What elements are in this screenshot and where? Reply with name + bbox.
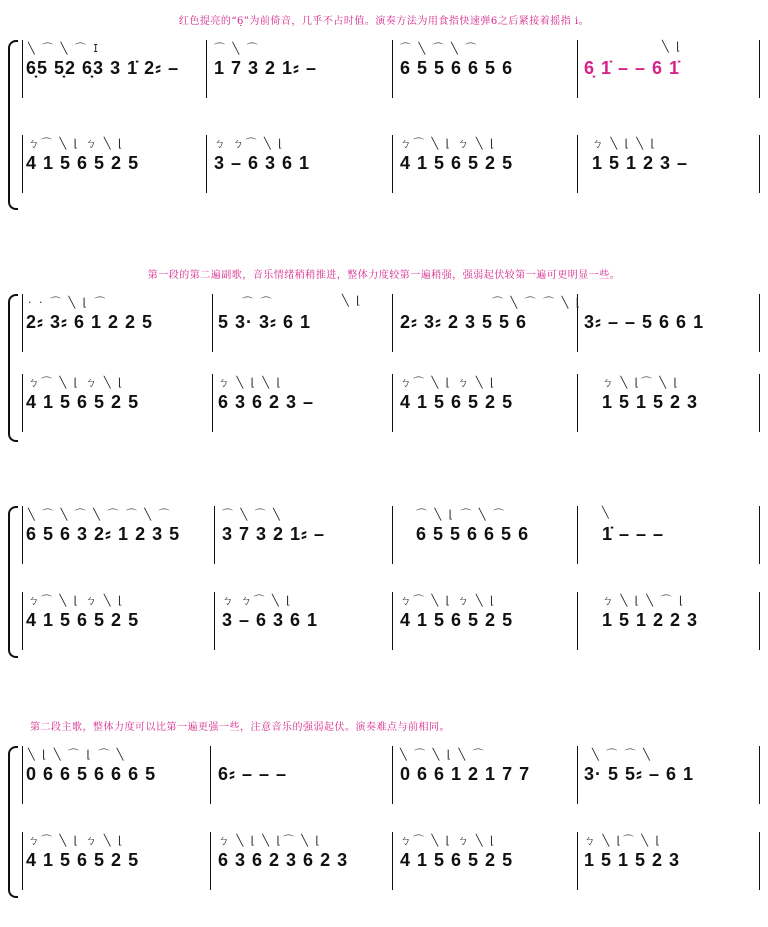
measure: 1 5 1 5 2 3 bbox=[584, 850, 681, 870]
measure: 1 5 1 2 3 – bbox=[592, 153, 689, 173]
technique-marks: ⌒ ╲ ⌒ ╲ ⌒ bbox=[400, 42, 479, 55]
upper-staff bbox=[22, 746, 760, 804]
technique-marks: ㄅ ╲ ⌊ ╲ ⌊⌒ ╲ ⌊ bbox=[218, 834, 322, 847]
technique-marks: ╲ ⌒ ⌒ ╲ bbox=[592, 748, 652, 761]
technique-marks: ㄅ ㄅ⌒ ╲ ⌊ bbox=[222, 594, 293, 607]
technique-marks: ㄅ ╲ ⌊⌒ ╲ ⌊ bbox=[584, 834, 662, 847]
technique-marks: ╲ ⌒ ╲ ⌊ ╲ ⌒ bbox=[400, 748, 486, 761]
measure: 4 1 5 6 5 2 5 bbox=[400, 392, 514, 412]
score-system-2 bbox=[8, 294, 760, 442]
technique-marks: ㄅ⌒ ╲ ⌊ ㄅ ╲ ⌊ bbox=[28, 137, 125, 150]
technique-marks: ╲ ⌊ ╲ ⌒ ⌊ ⌒ ╲ bbox=[28, 748, 126, 761]
measure: 1̇ – – – bbox=[602, 524, 665, 544]
measure: 6 3 6 2 3 6 2 3 bbox=[218, 850, 349, 870]
measure: 6⸗ – – – bbox=[218, 764, 288, 784]
upper-staff bbox=[22, 40, 760, 98]
measure: 4 1 5 6 5 2 5 bbox=[26, 850, 140, 870]
measure: 3 7 3 2 1⸗ – bbox=[222, 524, 326, 544]
measure: 3 – 6 3 6 1 bbox=[222, 610, 319, 630]
lower-staff bbox=[22, 592, 760, 650]
technique-marks: ⌒ ╲ ⌒ ╲ bbox=[222, 508, 282, 521]
technique-marks: ╲ ⌒ ╲ ⌒ 𐌆 bbox=[28, 42, 101, 55]
upper-staff bbox=[22, 294, 760, 352]
technique-marks: ╲ ⌒ ╲ ⌒ ╲ ⌒ ⌒ ╲ ⌒ bbox=[28, 508, 172, 521]
measure: 6 5 6 3 2⸗ 1 2 3 5 bbox=[26, 524, 181, 544]
technique-marks: ⌒ ⌒ bbox=[242, 296, 274, 309]
measure: 1 5 1 2 2 3 bbox=[602, 610, 699, 630]
measure: 4 1 5 6 5 2 5 bbox=[400, 153, 514, 173]
brace bbox=[8, 40, 18, 210]
measure: 6̣5 5̣2 6̣3 3 1̇ 2⸗ – bbox=[26, 58, 180, 78]
lower-staff bbox=[22, 135, 760, 193]
technique-marks: ╲ bbox=[602, 506, 611, 519]
measure: 5 3· 3⸗ 6 1 bbox=[218, 312, 312, 332]
measure-grace-note: 6̣ 1̇ – – 6 1̇ bbox=[584, 58, 681, 78]
measure: 4 1 5 6 5 2 5 bbox=[26, 392, 140, 412]
technique-marks: ㄅ⌒ ╲ ⌊ ㄅ ╲ ⌊ bbox=[28, 834, 125, 847]
technique-marks: ㄅ ╲ ⌊ ╲ ⌒ ⌊ bbox=[602, 594, 686, 607]
measure: 1 5 1 5 2 3 bbox=[602, 392, 699, 412]
annotation-grace-note: 红色提亮的“6̣̣”为前倚音，几乎不占时值。演奏方法为用食指快速弹6之后紧接着摇指 i。 bbox=[178, 16, 590, 27]
measure: 2⸗ 3⸗ 2 3 5 5 6 bbox=[400, 312, 528, 332]
technique-marks: ╲ ⌊ bbox=[662, 40, 683, 53]
score-system-1 bbox=[8, 40, 760, 210]
measure: 0 6 6 1 2 1 7 7 bbox=[400, 764, 531, 784]
measure: 3 – 6 3 6 1 bbox=[214, 153, 311, 173]
technique-marks: ⌒ ╲ ⌒ bbox=[214, 42, 260, 55]
technique-marks: ⌒ ╲ ⌊ ⌒ ╲ ⌒ bbox=[416, 508, 507, 521]
measure: 3· 5 5⸗ – 6 1 bbox=[584, 764, 695, 784]
measure: 4 1 5 6 5 2 5 bbox=[26, 153, 140, 173]
lower-staff bbox=[22, 832, 760, 890]
measure: 6 5 5 6 6 5 6 bbox=[416, 524, 530, 544]
annotation-second-chorus: 第一段的第二遍副歌，音乐情绪稍稍推进，整体力度较第一遍稍强，强弱起伏较第一遍可更明显一些。 bbox=[147, 270, 621, 281]
brace bbox=[8, 506, 18, 658]
measure: 2⸗ 3⸗ 6 1 2 2 5 bbox=[26, 312, 154, 332]
brace bbox=[8, 294, 18, 442]
measure: 4 1 5 6 5 2 5 bbox=[26, 610, 140, 630]
measure: 4 1 5 6 5 2 5 bbox=[400, 850, 514, 870]
technique-marks: ㄅ⌒ ╲ ⌊ ㄅ ╲ ⌊ bbox=[28, 376, 125, 389]
annotation-second-verse: 第二段主歌，整体力度可以比第一遍更强一些，注意音乐的强弱起伏。演奏难点与前相同。 bbox=[30, 722, 450, 733]
technique-marks: ㄅ ╲ ⌊ ╲ ⌊ bbox=[592, 137, 657, 150]
technique-marks: ㄅ ╲ ⌊ ╲ ⌊ bbox=[218, 376, 283, 389]
lower-staff bbox=[22, 374, 760, 432]
measure: 6 3 6 2 3 – bbox=[218, 392, 315, 412]
measure: 3⸗ – – 5 6 6 1 bbox=[584, 312, 705, 332]
technique-marks: ㄅ⌒ ╲ ⌊ ㄅ ╲ ⌊ bbox=[400, 376, 497, 389]
technique-marks: ㄅ⌒ ╲ ⌊ ㄅ ╲ ⌊ bbox=[28, 594, 125, 607]
measure: 6 5 5 6 6 5 6 bbox=[400, 58, 514, 78]
technique-marks: ╲ ⌊ bbox=[342, 294, 363, 307]
technique-marks: · · ⌒ ╲ ⌊ ⌒ bbox=[28, 296, 108, 309]
score-system-3 bbox=[8, 506, 760, 658]
technique-marks: ㄅ⌒ ╲ ⌊ ㄅ ╲ ⌊ bbox=[400, 834, 497, 847]
brace bbox=[8, 746, 18, 898]
measure: 4 1 5 6 5 2 5 bbox=[400, 610, 514, 630]
measure: 0 6 6 5 6 6 6 5 bbox=[26, 764, 157, 784]
technique-marks: ㄅ ╲ ⌊⌒ ╲ ⌊ bbox=[602, 376, 680, 389]
score-system-4 bbox=[8, 746, 760, 898]
technique-marks: ㄅ ㄅ⌒ ╲ ⌊ bbox=[214, 137, 285, 150]
technique-marks: ㄅ⌒ ╲ ⌊ ㄅ ╲ ⌊ bbox=[400, 594, 497, 607]
technique-marks: ⌒ ╲ ⌒ ⌒ ╲ ⌊ bbox=[492, 296, 583, 309]
technique-marks: ㄅ⌒ ╲ ⌊ ㄅ ╲ ⌊ bbox=[400, 137, 497, 150]
upper-staff bbox=[22, 506, 760, 564]
measure: 1 7 3 2 1⸗ – bbox=[214, 58, 318, 78]
